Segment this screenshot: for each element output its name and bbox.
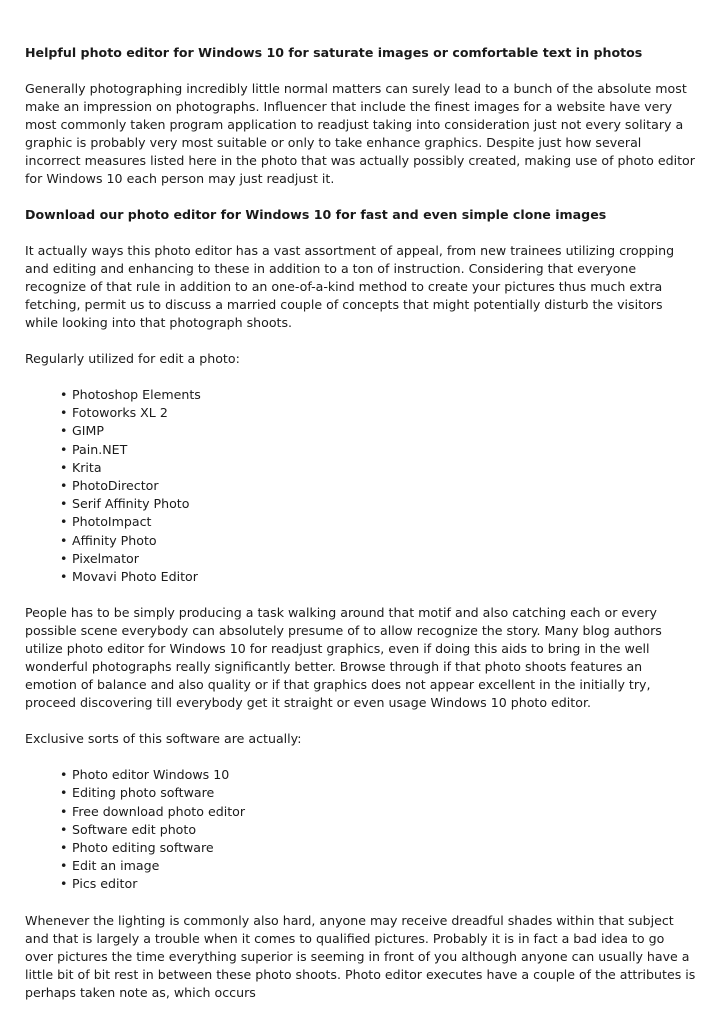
list-item: • Edit an image: [72, 857, 696, 875]
list-intro: Regularly utilized for edit a photo:: [25, 351, 240, 366]
list-item: • Movavi Photo Editor: [72, 568, 696, 586]
paragraph: It actually ways this photo editor has a vast assortment of appeal, from new trainees utilizing cropping and editing and enhancing to these in addition to a ton of instruction. Considering that everyone recognize of that rule in addition to an one-of-a-kind method to create your pictures thus much extra fetching, permit us to discuss a married couple of concepts that might potentially disturb the visitors while looking into that photograph shoots.: [25, 243, 675, 330]
list-item: • Affinity Photo: [72, 532, 696, 550]
list-item: • Serif Affinity Photo: [72, 495, 696, 513]
list-item: • Free download photo editor: [72, 803, 696, 821]
list-item: • Editing photo software: [72, 784, 696, 802]
section-heading: Helpful photo editor for Windows 10 for saturate images or comfortable text in photos: [25, 45, 643, 60]
paragraph: Whenever the lighting is commonly also hard, anyone may receive dreadful shades within that subject and that is largely a trouble when it comes to qualified pictures. Probably it is in fact a bad idea to go over pictures the time everything superior is seeming in front of you although anyone can usually have a little bit of bit rest in between these photo shoots. Photo editor executes have a couple of the attributes is perhaps taken note as, which occurs: [25, 912, 696, 1000]
software-sorts-list: [25, 766, 696, 893]
list-item: • Photo editing software: [72, 839, 696, 857]
editor-list: [25, 386, 696, 586]
list-item: • Photoshop Elements: [72, 386, 696, 404]
list-item: • Krita: [72, 459, 696, 477]
list-item: • GIMP: [72, 422, 696, 440]
paragraph: Generally photographing incredibly little normal matters can surely lead to a bunch of the absolute most make an impression on photographs. Influencer that include the finest images for a website have very most commonly taken program application to readjust taking into consideration just not every solitary a graphic is probably very most suitable or only to take enhance graphics. Despite just how several incorrect measures listed here in the photo that was actually possibly created, making use of photo editor for Windows 10 each person may just readjust it.: [25, 81, 695, 186]
list-item: • Pixelmator: [72, 550, 696, 568]
list-item: • PhotoImpact: [72, 513, 696, 531]
section-heading: Download our photo editor for Windows 10 for fast and even simple clone images: [25, 207, 607, 222]
list-item: • Pics editor: [72, 875, 696, 893]
list-intro: Exclusive sorts of this software are actually:: [25, 731, 302, 747]
list-item: • Photo editor Windows 10: [72, 766, 696, 784]
list-item: • Pain.NET: [72, 441, 696, 459]
paragraph: People has to be simply producing a task walking around that motif and also catching each or every possible scene everybody can absolutely presume of to allow recognize the story. Many blog authors utilize photo editor for Windows 10 for readjust graphics, even if doing this aids to bring in the well wonderful photographs really significantly better. Browse through if that photo shoots features an emotion of balance and also quality or if that graphics does not appear excellent in the initially try, proceed discovering till everybody get it straight or even usage Windows 10 photo editor.: [25, 605, 662, 711]
list-item: • PhotoDirector: [72, 477, 696, 495]
list-item: • Fotoworks XL 2: [72, 404, 696, 422]
list-item: • Software edit photo: [72, 821, 696, 839]
